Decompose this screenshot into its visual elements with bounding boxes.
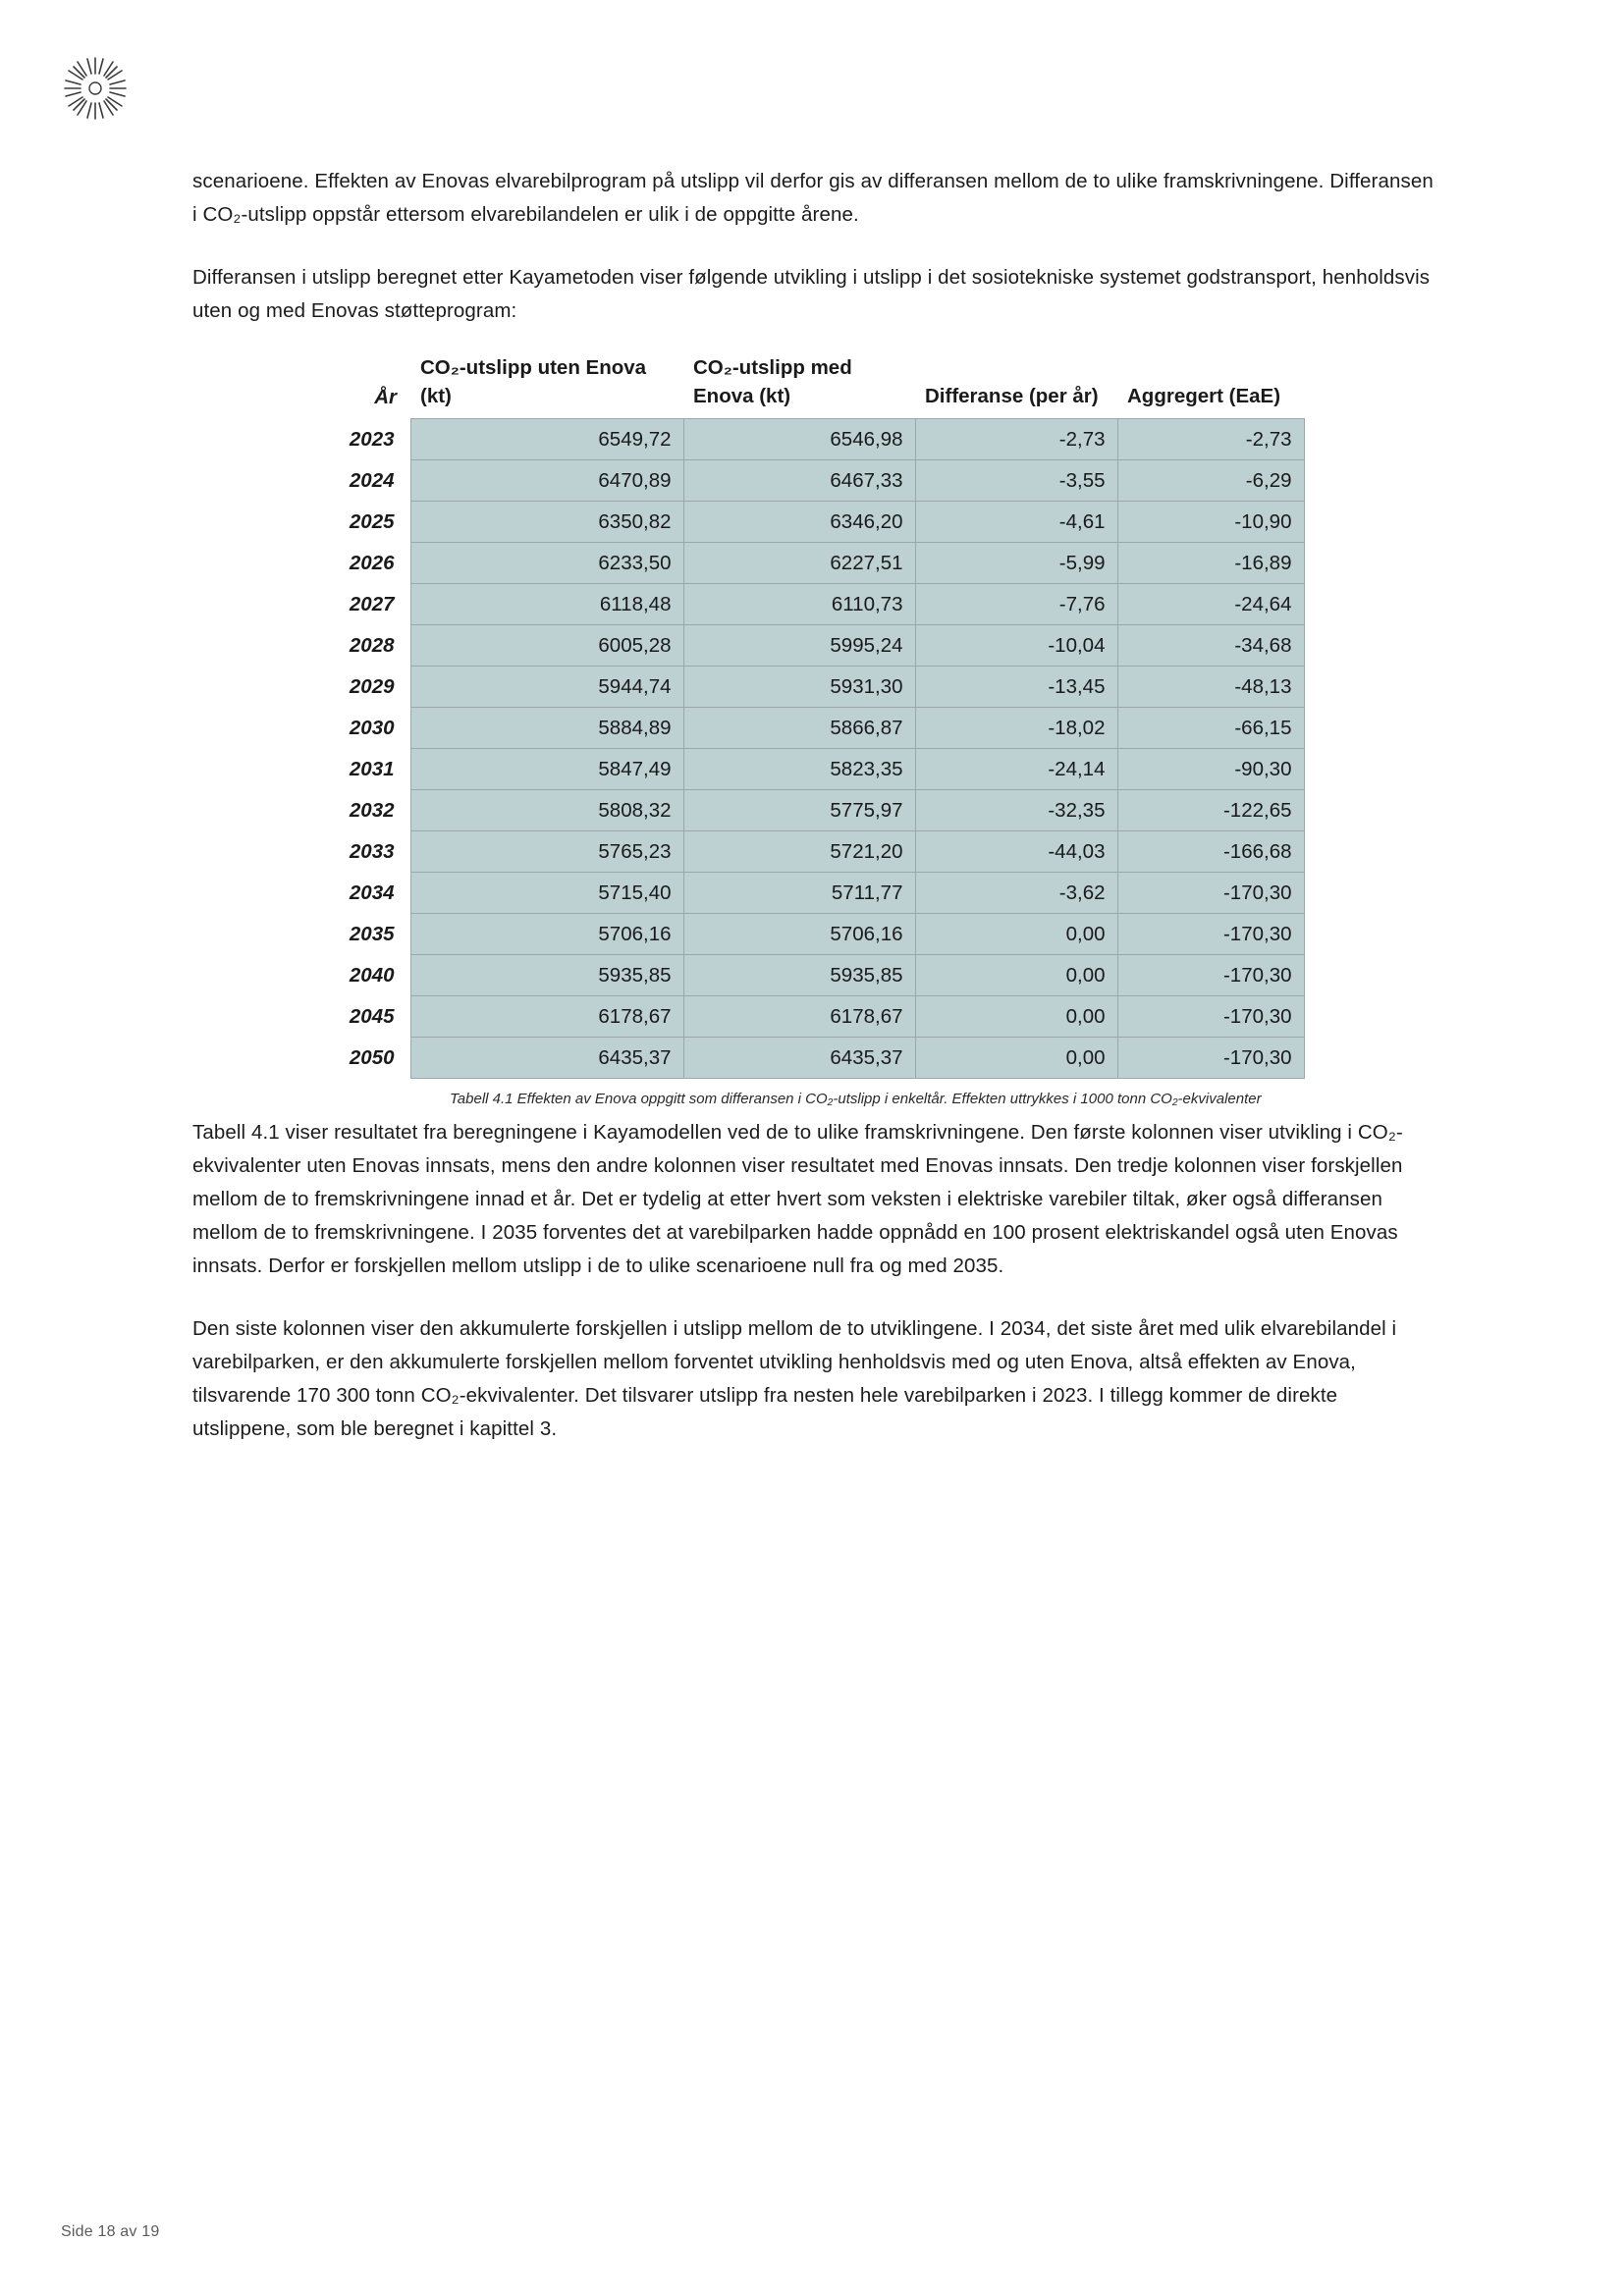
cell-med: 5775,97 <box>683 790 915 831</box>
cell-diff: -18,02 <box>915 708 1117 749</box>
cell-agg: -24,64 <box>1117 584 1304 625</box>
cell-diff: 0,00 <box>915 1038 1117 1079</box>
cell-diff: -2,73 <box>915 419 1117 460</box>
column-header-aggregert: Aggregert (EaE) <box>1127 385 1281 407</box>
table-row <box>316 1038 1304 1079</box>
cell-med: 5711,77 <box>683 873 915 914</box>
table-row <box>316 955 1304 996</box>
cell-diff: -3,55 <box>915 460 1117 502</box>
page-footer: Side 18 av 19 <box>61 2223 160 2240</box>
table-row <box>316 873 1304 914</box>
cell-diff: -24,14 <box>915 749 1117 790</box>
column-header-med-enova: CO₂-utslipp med Enova (kt) <box>693 356 852 407</box>
document-body <box>192 165 1434 1475</box>
cell-uten: 5884,89 <box>410 708 683 749</box>
cell-agg: -34,68 <box>1117 625 1304 667</box>
cell-med: 5866,87 <box>683 708 915 749</box>
cell-year: 2034 <box>349 881 395 904</box>
cell-year: 2050 <box>349 1045 395 1069</box>
cell-year: 2027 <box>349 592 395 615</box>
cell-diff: 0,00 <box>915 996 1117 1038</box>
column-header-year: År <box>374 385 397 408</box>
table-body <box>316 419 1304 1079</box>
table-row <box>316 831 1304 873</box>
table-row <box>316 790 1304 831</box>
paragraph-table-lead-in: Differansen i utslipp beregnet etter Kayametoden viser følgende utvikling i utslipp i det sosiotekniske systemet godstransport, henholdsvis uten og med Enovas støtteprogram: <box>192 266 1431 322</box>
cell-year: 2033 <box>349 839 395 863</box>
emissions-table-wrapper <box>192 353 1434 1110</box>
cell-agg: -66,15 <box>1117 708 1304 749</box>
cell-med: 6110,73 <box>683 584 915 625</box>
cell-agg: -170,30 <box>1117 955 1304 996</box>
cell-med: 5823,35 <box>683 749 915 790</box>
table-caption: Tabell 4.1 Effekten av Enova oppgitt som differansen i CO₂-utslipp i enkeltår. Effekten uttrykkes i 1000 tonn CO₂-ekvivalenter <box>450 1091 1262 1107</box>
cell-year: 2023 <box>349 427 395 451</box>
cell-diff: -5,99 <box>915 543 1117 584</box>
cell-uten: 6178,67 <box>410 996 683 1038</box>
cell-med: 5931,30 <box>683 667 915 708</box>
cell-year: 2032 <box>349 798 395 822</box>
cell-uten: 6005,28 <box>410 625 683 667</box>
cell-diff: 0,00 <box>915 955 1117 996</box>
cell-year: 2029 <box>349 674 395 698</box>
cell-agg: -2,73 <box>1117 419 1304 460</box>
cell-year: 2024 <box>349 468 395 492</box>
paragraph-intro: scenarioene. Effekten av Enovas elvarebilprogram på utslipp vil derfor gis av differansen mellom de to ulike framskrivningene. Differansen i CO₂-utslipp oppstår ettersom elvarebilandelen er ulik i de oppgitte årene. <box>192 170 1434 226</box>
cell-med: 6467,33 <box>683 460 915 502</box>
cell-med: 6546,98 <box>683 419 915 460</box>
paragraph-accumulated: Den siste kolonnen viser den akkumulerte forskjellen i utslipp mellom de to utviklingene. I 2034, det siste året med ulik elvarebilandel i varebilparken, er den akkumulerte forskjellen mellom forventet utvikling henholdsvis med og uten Enova, altså effekten av Enova, tilsvarende 170 300 tonn CO₂-ekvivalenter. Det tilsvarer utslipp fra nesten hele varebilparken i 2023. I tillegg kommer de direkte utslippene, som ble beregnet i kapittel 3. <box>192 1317 1397 1440</box>
table-header-row <box>316 353 1304 419</box>
cell-year: 2028 <box>349 633 395 657</box>
cell-agg: -170,30 <box>1117 996 1304 1038</box>
cell-agg: -170,30 <box>1117 1038 1304 1079</box>
cell-year: 2026 <box>349 551 395 574</box>
paragraph-table-explanation: Tabell 4.1 viser resultatet fra beregningene i Kayamodellen ved de to ulike framskrivningene. Den første kolonnen viser utvikling i CO₂-ekvivalenter uten Enovas innsats, mens den andre kolonnen viser resultatet med Enovas innsats. Den tredje kolonnen viser forskjellen mellom de to fremskrivningene innad et år. Det er tydelig at etter hvert som veksten i elektriske varebiler tiltak, øker også differansen mellom de to fremskrivningene. I 2035 forventes det at varebilparken hadde oppnådd en 100 prosent elektriskandel også uten Enovas innsats. Derfor er forskjellen mellom utslipp i de to ulike scenarioene null fra og med 2035. <box>192 1121 1403 1277</box>
cell-agg: -170,30 <box>1117 873 1304 914</box>
cell-uten: 5765,23 <box>410 831 683 873</box>
table-row <box>316 543 1304 584</box>
table-row <box>316 584 1304 625</box>
emissions-table <box>316 353 1305 1079</box>
cell-diff: -32,35 <box>915 790 1117 831</box>
cell-agg: -90,30 <box>1117 749 1304 790</box>
cell-uten: 5808,32 <box>410 790 683 831</box>
table-row <box>316 625 1304 667</box>
cell-uten: 6118,48 <box>410 584 683 625</box>
cell-med: 6435,37 <box>683 1038 915 1079</box>
cell-year: 2030 <box>349 716 395 739</box>
table-row <box>316 502 1304 543</box>
column-header-differanse: Differanse (per år) <box>925 385 1099 407</box>
cell-agg: -16,89 <box>1117 543 1304 584</box>
cell-med: 5706,16 <box>683 914 915 955</box>
cell-med: 6346,20 <box>683 502 915 543</box>
cell-year: 2045 <box>349 1004 395 1028</box>
table-row <box>316 419 1304 460</box>
cell-uten: 5935,85 <box>410 955 683 996</box>
cell-agg: -166,68 <box>1117 831 1304 873</box>
cell-year: 2035 <box>349 922 395 945</box>
table-row <box>316 749 1304 790</box>
cell-year: 2040 <box>349 963 395 987</box>
cell-diff: -13,45 <box>915 667 1117 708</box>
cell-agg: -170,30 <box>1117 914 1304 955</box>
cell-year: 2031 <box>349 757 395 780</box>
table-row <box>316 667 1304 708</box>
cell-uten: 5715,40 <box>410 873 683 914</box>
cell-diff: -7,76 <box>915 584 1117 625</box>
cell-diff: -10,04 <box>915 625 1117 667</box>
cell-uten: 6549,72 <box>410 419 683 460</box>
table-row <box>316 914 1304 955</box>
cell-agg: -6,29 <box>1117 460 1304 502</box>
cell-med: 5935,85 <box>683 955 915 996</box>
cell-year: 2025 <box>349 509 395 533</box>
cell-uten: 6470,89 <box>410 460 683 502</box>
cell-diff: -3,62 <box>915 873 1117 914</box>
cell-uten: 5944,74 <box>410 667 683 708</box>
table-row <box>316 996 1304 1038</box>
cell-uten: 6233,50 <box>410 543 683 584</box>
cell-agg: -10,90 <box>1117 502 1304 543</box>
cell-med: 5995,24 <box>683 625 915 667</box>
table-row <box>316 460 1304 502</box>
cell-med: 6178,67 <box>683 996 915 1038</box>
cell-uten: 6350,82 <box>410 502 683 543</box>
sunburst-logo-icon <box>61 54 130 123</box>
cell-uten: 5706,16 <box>410 914 683 955</box>
table-row <box>316 708 1304 749</box>
cell-uten: 5847,49 <box>410 749 683 790</box>
cell-uten: 6435,37 <box>410 1038 683 1079</box>
cell-med: 5721,20 <box>683 831 915 873</box>
cell-diff: 0,00 <box>915 914 1117 955</box>
cell-diff: -44,03 <box>915 831 1117 873</box>
cell-med: 6227,51 <box>683 543 915 584</box>
cell-agg: -48,13 <box>1117 667 1304 708</box>
column-header-uten-enova: CO₂-utslipp uten Enova (kt) <box>420 356 647 407</box>
cell-diff: -4,61 <box>915 502 1117 543</box>
cell-agg: -122,65 <box>1117 790 1304 831</box>
